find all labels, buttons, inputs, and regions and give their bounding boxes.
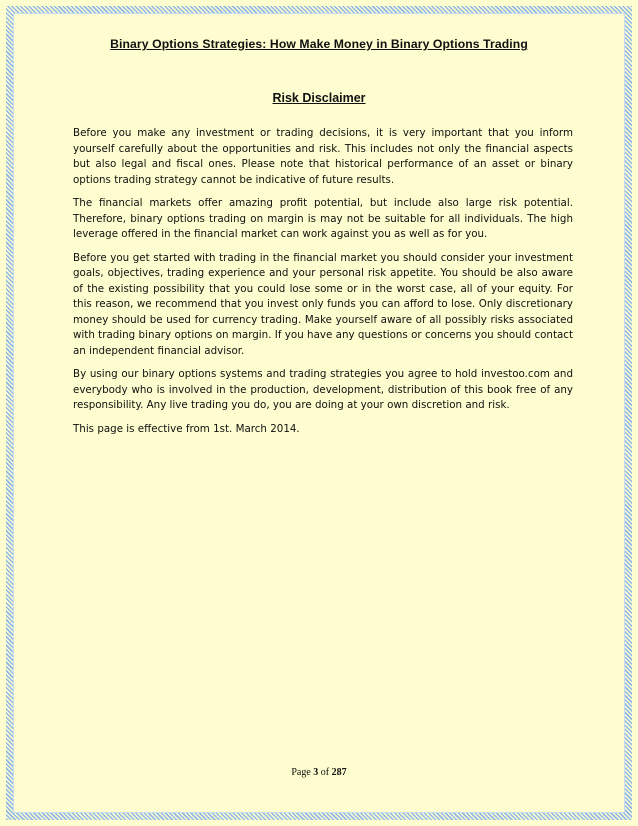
paragraph-before-trading: Before you get started with trading in the financial market you should consider your investment goals, objectives, trading experience and your personal risk appetite. You should be also aware of the existing possibility that you could lose some or in the worst case, all of your equity. For this reason, we recommend that you invest only funds you can afford to lose. Only discretionary money should be used for currency trading. Make yourself aware of all possibly risks associated with trading binary options on margin. If you have any questions or concerns you should contact an independent financial advisor. (73, 251, 573, 357)
paragraph-liability: By using our binary options systems and trading strategies you agree to hold investoo.com and everybody who is involved in the production, development, distribution of this book free of any responsibility. Any live trading you do, you are doing at your own discretion and risk. (73, 368, 573, 411)
of-word: of (320, 767, 330, 778)
paragraph-investment-decisions: Before you make any investment or trading decisions, it is very important that you inform yourself carefully about the opportunities and risk. This includes not only the financial aspects but also legal and fiscal ones. Please note that historical performance of an asset or binary options trading strategy cannot be indicative of future results. (73, 127, 573, 186)
disclaimer-body (73, 126, 573, 445)
page-number: 3 (313, 767, 319, 778)
book-header-title: Binary Options Strategies: How Make Money in Binary Options Trading (110, 37, 528, 51)
section-title: Risk Disclaimer (272, 91, 366, 105)
paragraph-effective-date: This page is effective from 1st. March 2014. (73, 422, 300, 435)
paragraph-market-risk: The financial markets offer amazing profit potential, but include also large risk potential. Therefore, binary options trading on margin is may not be suitable for all individuals. The high leverage offered in the financial market can work against you as well as for you. (73, 197, 573, 240)
page-footer (0, 767, 638, 778)
page-word: Page (291, 767, 311, 778)
total-pages: 287 (331, 767, 347, 778)
